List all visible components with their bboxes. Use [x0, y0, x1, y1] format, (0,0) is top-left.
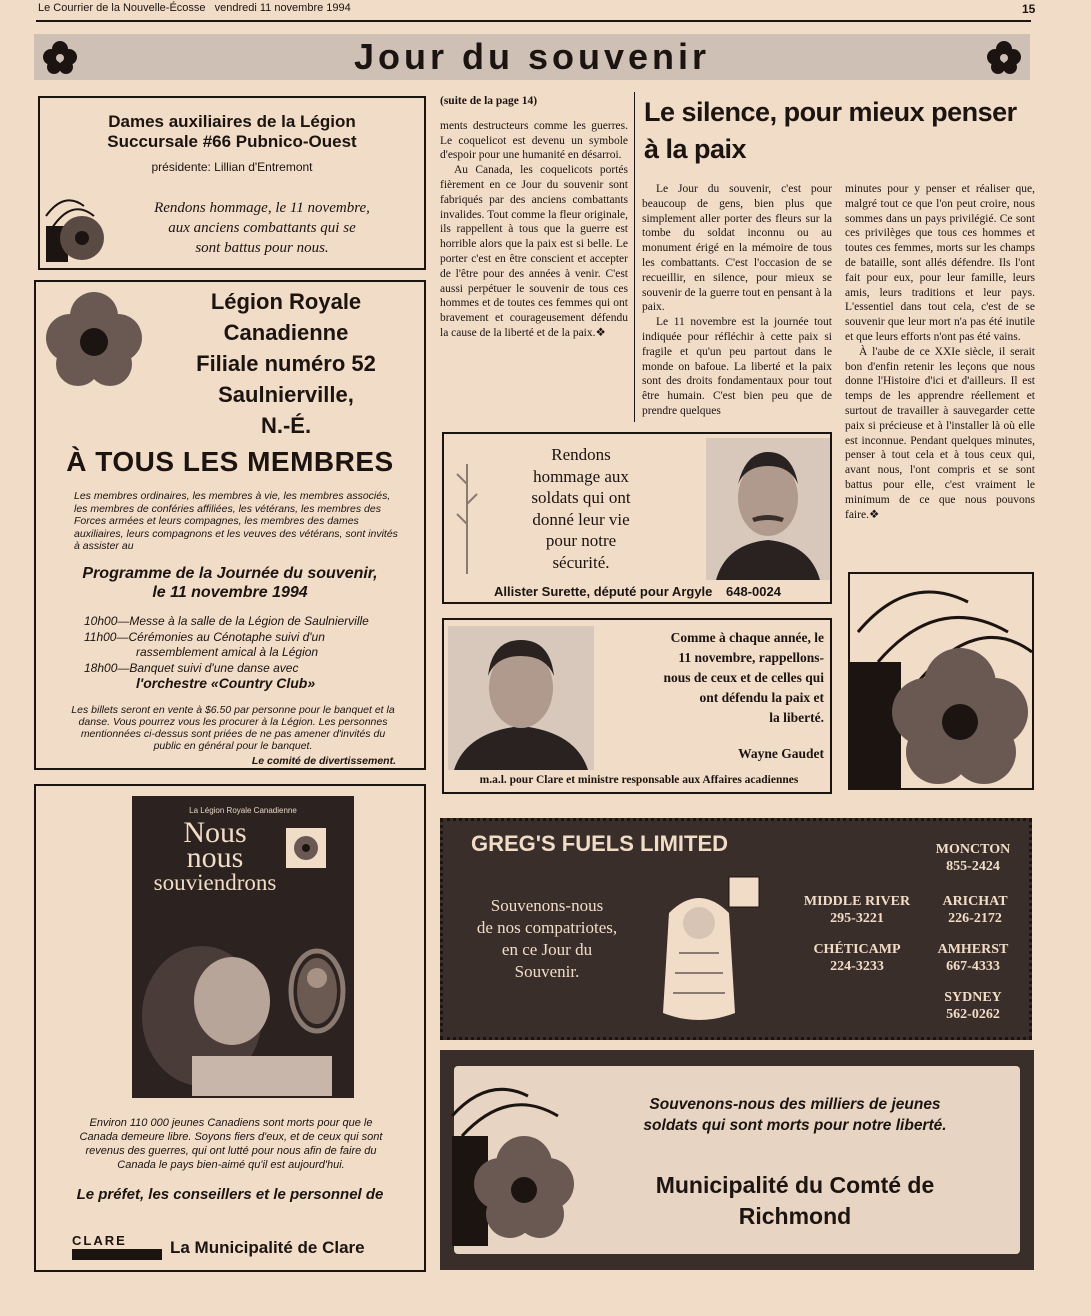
richmond-line2: soldats qui sont morts pour notre liberté.: [643, 1117, 947, 1134]
gregs-msg4: Souvenir.: [514, 962, 580, 981]
richmond-municipality2: Richmond: [738, 1203, 852, 1229]
girl-with-portrait-photo: [132, 906, 354, 1096]
gregs-location-phone: 855-2424: [946, 859, 1000, 874]
article2-col1-p1: Le Jour du souvenir, c'est pour beaucoup de gens, bien plus que simplement aller porter des fleurs sur la tombe du soldat inconnu ou au monument érigé en la mémoire de tous les combattants. C'est l'occasion de se recueillir, en silence, pour mieux se souvenir de la guerre tout en pensant à la paix.: [642, 183, 832, 314]
article1-continued-from: (suite de la page 14): [440, 95, 538, 107]
poster-nous-souviendrons: [132, 796, 354, 1098]
poppy-icon: [986, 40, 1022, 76]
article1-p2: Au Canada, les coquelicots portés fièrement en ce Jour du souvenir sont fabriqués par des anciens combattants invalides. Tout comme la fleur originale, ils rappellent à tous que la guerre est horrible alors que la paix est si belle. Le porter c'est en être conscient et accepter de l'être pour des années à venir. C'est aussi perpétuer le souvenir de tous ces hommes et de toutes ces femmes qui ont bravement et courageusement défendu la cause de la liberté et de la paix.❖: [440, 164, 628, 339]
legion-title1: Légion Royale: [210, 289, 362, 314]
gaudet-name: Wayne Gaudet: [738, 746, 824, 761]
poster-title1: Nous: [183, 816, 247, 849]
poster-title2: nous: [186, 841, 244, 874]
gregs-msg3: en ce Jour du: [501, 940, 593, 959]
poster-small-text: La Légion Royale Canadienne: [189, 806, 297, 815]
poster-title3: souviendrons: [153, 870, 277, 895]
gregs-title: GREG'S FUELS LIMITED: [471, 831, 729, 856]
ad-dames-tribute2: aux anciens combattants qui se: [168, 220, 356, 236]
gregs-location-phone: 562-0262: [946, 1007, 1000, 1022]
poppy-icon: [286, 828, 326, 868]
article2-column2: [845, 182, 1035, 522]
poppy-barbed-wire-illustration: [848, 572, 1034, 790]
poppy-icon: [42, 40, 78, 76]
surette-line3: soldats qui ont: [531, 488, 631, 507]
surette-line5: pour notre: [545, 531, 617, 550]
gaudet-line3: nous de ceux et de celles qui: [663, 670, 824, 685]
poppy-barbed-wire-icon: [448, 1076, 578, 1256]
clare-prefet: Le préfet, les conseillers et le personnel de: [76, 1186, 384, 1203]
ad-dames-tribute1: Rendons hommage, le 11 novembre,: [154, 200, 370, 216]
gaudet-line4: ont défendu la paix et: [699, 690, 824, 705]
legion-title4: Saulnierville,: [218, 382, 354, 407]
poppy-icon: [42, 288, 146, 392]
surette-line4: donné leur vie: [532, 509, 630, 529]
legion-tickets: Les billets seront en vente à $6.50 par personne pour le banquet et la danse. Vous pourrez vous les procurer à la Légion. Les personnes mentionnées ci-dessus sont priées de ne pas amener d'invités du public en général pour le banquet.: [71, 704, 395, 752]
gaudet-line5: la liberté.: [769, 710, 824, 725]
portrait-photo-surette: [706, 438, 830, 580]
page-number: 15: [1022, 2, 1036, 16]
clare-municipality: La Municipalité de Clare: [170, 1238, 365, 1257]
publication-name: Le Courrier de la Nouvelle-Écosse: [38, 2, 206, 14]
ad-wayne-gaudet: [442, 618, 832, 794]
legion-program1: Programme de la Journée du souvenir,: [82, 565, 378, 582]
gregs-location-city: AMHERST: [937, 942, 1009, 957]
clare-body: Environ 110 000 jeunes Canadiens sont morts pour que le Canada demeure libre. Soyons fiers d'eux, et de ceux qui sont revenus des guerres, qui ont lutté pour nous afin de faire du Canada le pays bien-aimé qu'il est aujourd'hui.: [79, 1117, 383, 1171]
article2-column1: [642, 182, 832, 419]
clare-logo: [72, 1234, 166, 1262]
gregs-location-city: MONCTON: [935, 842, 1011, 857]
clare-logo-word: CLARE: [72, 1233, 127, 1248]
surette-line2: hommage aux: [533, 466, 629, 486]
ad-dames-tribute3: sont battus pour nous.: [195, 240, 329, 256]
gaudet-footer: m.a.l. pour Clare et ministre responsable aux Affaires acadiennes: [479, 774, 799, 786]
legion-intro: Les membres ordinaires, les membres à vie, les membres associés, les membres de conféries affiliées, les vétérans, les membres des Forces armées et leurs compagnes, les membres des dames auxiliaires, leurs compagnons et les veuves des vétérans, sont invités à assister au: [74, 490, 398, 552]
article2-col1-p2: Le 11 novembre est la journée tout indiquée pour réfléchir à cette paix si fragile et qu'un peu partout dans le monde on bafoue. La liberté et la paix sont des droits fondamentaux pour tout être humain. C'est bien peu que de prendre quelques: [642, 316, 832, 417]
legion-title3: Filiale numéro 52: [196, 351, 376, 376]
richmond-line1: Souvenons-nous des milliers de jeunes: [649, 1096, 941, 1113]
ad-dames-line2: Succursale #66 Pubnico-Ouest: [107, 132, 357, 151]
gaudet-line2: 11 novembre, rappellons-: [678, 650, 824, 665]
publication-date: vendredi 11 novembre 1994: [214, 2, 351, 14]
surette-line1: Rendons: [551, 445, 611, 464]
legion-program2: le 11 novembre 1994: [152, 584, 308, 601]
richmond-municipality1: Municipalité du Comté de: [655, 1172, 935, 1198]
header-rule: [36, 20, 1031, 22]
section-title: Jour du souvenir: [353, 36, 711, 77]
ad-gregs-fuels: [440, 818, 1032, 1040]
ad-municipalite-clare: [34, 784, 426, 1272]
legion-committee: Le comité de divertissement.: [251, 755, 396, 767]
gregs-location-city: CHÉTICAMP: [813, 942, 901, 957]
ad-dames-line1: Dames auxiliaires de la Légion: [108, 112, 356, 131]
ad-richmond: [440, 1050, 1034, 1270]
legion-sched1: 10h00—Messe à la salle de la Légion de Saulnierville: [84, 614, 369, 628]
gregs-location-phone: 295-3221: [830, 911, 884, 926]
legion-sched3b: l'orchestre «Country Club»: [136, 675, 316, 691]
column-rule: [634, 92, 635, 422]
gregs-location-phone: 226-2172: [948, 911, 1002, 926]
article1-p1: ments destructeurs comme les guerres. Le coquelicot est devenu un symbole d'espoir pour une humanité en désarroi.: [440, 119, 628, 162]
poppy-barbed-wire-icon: [44, 186, 110, 264]
legion-sched3a: 18h00—Banquet suivi d'une danse avec: [84, 660, 299, 675]
clare-logo-bar: [72, 1249, 162, 1260]
surette-footer: [494, 584, 824, 599]
cartoon-character-illustration: [639, 873, 765, 1027]
ad-allister-surette: [442, 432, 832, 604]
gregs-msg2: de nos compatriotes,: [476, 918, 618, 937]
surette-name: Allister Surette, député pour Argyle: [494, 584, 713, 599]
gregs-msg1: Souvenons-nous: [490, 896, 604, 915]
portrait-photo-gaudet: [448, 626, 594, 770]
section-banner: [34, 34, 1030, 80]
article-coquelicot-continued: [440, 94, 628, 341]
gregs-location-city: ARICHAT: [942, 894, 1008, 909]
article2-col2-p2: À l'aube de ce XXIe siècle, il serait bon d'enfin retenir les leçons que nous donne l'Histoire d'ici et d'ailleurs. Il est temps de les apprendre réellement et surtout de travailler à sauvegarder cette paix si précieuse et à l'installer là où elle est inconnue. Pendant quelques minutes, penser à tout cela et à tous ceux qui, avant nous, l'ont compris et se sont battus pour elle, c'est vraiment le minimum de ce que nous pouvons faire.❖: [845, 345, 1035, 521]
legion-headline: À TOUS LES MEMBRES: [66, 446, 394, 477]
legion-title5: N.-É.: [260, 413, 312, 438]
gaudet-line1: Comme à chaque année, le: [670, 630, 824, 645]
masthead-line: [38, 2, 351, 14]
ad-dames-auxiliaires: [38, 96, 426, 270]
wheat-icon: [452, 454, 482, 574]
gregs-location-city: MIDDLE RIVER: [803, 894, 911, 909]
article2-headline: Le silence, pour mieux penser à la paix: [644, 97, 1017, 164]
ad-legion-royale: [34, 280, 426, 770]
legion-sched2b: rassemblement amical à la Légion: [136, 645, 319, 659]
legion-title2: Canadienne: [223, 320, 349, 345]
article2-col2-p1: minutes pour y penser et réaliser que, malgré tout ce que l'on peut croire, nous sommes dans un pays privilégié. Ce sont ces privilèges que tous ces hommes et toutes ces femmes, morts sur les champs de bataille, sont allés défendre. Ils l'ont fait pour eux, pour leur famille, leurs amis, leurs traditions et leur pays. L'essentiel dans tout cela, c'est de se souvenir que leur mort n'a pas été inutile et que leurs efforts n'ont pas été vains.: [845, 183, 1035, 343]
surette-line6: sécurité.: [552, 552, 610, 572]
gregs-location-phone: 667-4333: [946, 959, 1000, 974]
gregs-location-city: SYDNEY: [944, 990, 1002, 1005]
gregs-location-phone: 224-3233: [830, 959, 884, 974]
ad-dames-president: présidente: Lillian d'Entremont: [151, 160, 313, 174]
surette-phone: 648-0024: [726, 584, 781, 599]
legion-sched2a: 11h00—Cérémonies au Cénotaphe suivi d'un: [84, 629, 325, 644]
